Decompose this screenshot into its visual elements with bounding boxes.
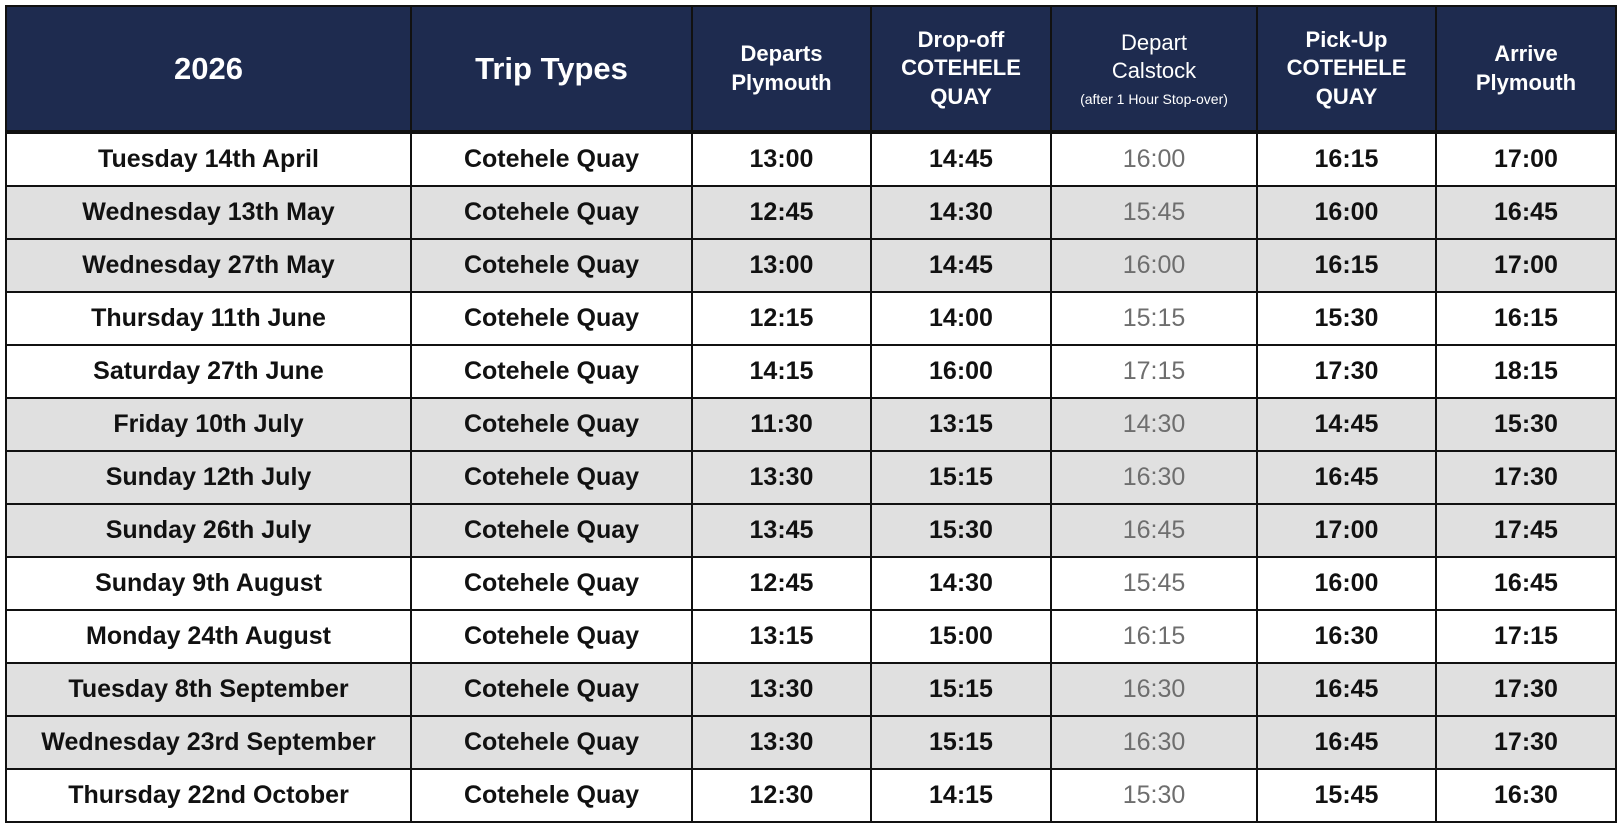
table-row — [6, 186, 1616, 239]
cell-dropoff: 16:00 — [871, 345, 1051, 398]
cell-dropoff: 14:45 — [871, 132, 1051, 186]
cell-depart-calstock: 16:00 — [1051, 239, 1257, 292]
cell-date: Saturday 27th June — [6, 345, 411, 398]
cell-date: Wednesday 27th May — [6, 239, 411, 292]
header-row — [6, 6, 1616, 132]
cell-depart-calstock: 16:30 — [1051, 663, 1257, 716]
cell-departs-plymouth: 13:45 — [692, 504, 871, 557]
cell-pickup: 16:00 — [1257, 186, 1436, 239]
header-arrive-plymouth — [1436, 6, 1616, 132]
cell-arrive-plymouth: 17:00 — [1436, 132, 1616, 186]
header-pickup-cotehele — [1257, 6, 1436, 132]
cell-trip-type: Cotehele Quay — [411, 610, 692, 663]
header-trip-types-text: Trip Types — [475, 50, 628, 86]
cell-pickup: 16:30 — [1257, 610, 1436, 663]
table-row — [6, 292, 1616, 345]
header-year-text: 2026 — [174, 50, 243, 86]
table-row — [6, 398, 1616, 451]
cell-arrive-plymouth: 16:45 — [1436, 186, 1616, 239]
cell-date: Wednesday 23rd September — [6, 716, 411, 769]
cell-dropoff: 14:30 — [871, 186, 1051, 239]
cell-date: Wednesday 13th May — [6, 186, 411, 239]
cell-trip-type: Cotehele Quay — [411, 557, 692, 610]
header-pickup-line1: Pick-Up — [1305, 26, 1388, 52]
schedule-table — [5, 5, 1617, 823]
cell-trip-type: Cotehele Quay — [411, 663, 692, 716]
cell-trip-type: Cotehele Quay — [411, 345, 692, 398]
cell-pickup: 16:45 — [1257, 451, 1436, 504]
header-calstock-note: (after 1 Hour Stop-over) — [1080, 91, 1228, 107]
header-trip-types — [411, 6, 692, 132]
cell-trip-type: Cotehele Quay — [411, 292, 692, 345]
cell-trip-type: Cotehele Quay — [411, 239, 692, 292]
cell-date: Tuesday 8th September — [6, 663, 411, 716]
header-dropoff-line3: QUAY — [930, 83, 992, 109]
cell-dropoff: 14:45 — [871, 239, 1051, 292]
table-row — [6, 610, 1616, 663]
cell-arrive-plymouth: 16:15 — [1436, 292, 1616, 345]
cell-dropoff: 14:30 — [871, 557, 1051, 610]
cell-dropoff: 14:00 — [871, 292, 1051, 345]
cell-departs-plymouth: 12:30 — [692, 769, 871, 822]
cell-departs-plymouth: 13:00 — [692, 132, 871, 186]
table-row — [6, 716, 1616, 769]
cell-departs-plymouth: 13:30 — [692, 716, 871, 769]
cell-depart-calstock: 15:45 — [1051, 186, 1257, 239]
cell-date: Sunday 26th July — [6, 504, 411, 557]
table-row — [6, 557, 1616, 610]
cell-depart-calstock: 17:15 — [1051, 345, 1257, 398]
cell-pickup: 16:00 — [1257, 557, 1436, 610]
header-arrive-line2: Plymouth — [1475, 69, 1577, 95]
table-row — [6, 451, 1616, 504]
cell-depart-calstock: 16:30 — [1051, 716, 1257, 769]
cell-pickup: 15:30 — [1257, 292, 1436, 345]
cell-depart-calstock: 14:30 — [1051, 398, 1257, 451]
cell-date: Sunday 12th July — [6, 451, 411, 504]
header-calstock-line2: Calstock — [1111, 58, 1197, 84]
cell-trip-type: Cotehele Quay — [411, 504, 692, 557]
cell-arrive-plymouth: 17:30 — [1436, 451, 1616, 504]
cell-dropoff: 13:15 — [871, 398, 1051, 451]
header-dropoff-line2: COTEHELE — [901, 55, 1021, 81]
schedule-body — [6, 132, 1616, 822]
cell-dropoff: 14:15 — [871, 769, 1051, 822]
header-pickup-line3: QUAY — [1315, 83, 1378, 109]
cell-depart-calstock: 15:30 — [1051, 769, 1257, 822]
cell-date: Thursday 11th June — [6, 292, 411, 345]
cell-depart-calstock: 16:45 — [1051, 504, 1257, 557]
cell-pickup: 16:45 — [1257, 663, 1436, 716]
cell-trip-type: Cotehele Quay — [411, 132, 692, 186]
cell-dropoff: 15:15 — [871, 716, 1051, 769]
header-departs-line1: Departs — [740, 40, 823, 66]
table-row — [6, 663, 1616, 716]
header-dropoff-cotehele — [871, 6, 1051, 132]
cell-trip-type: Cotehele Quay — [411, 398, 692, 451]
cell-trip-type: Cotehele Quay — [411, 769, 692, 822]
cell-arrive-plymouth: 17:15 — [1436, 610, 1616, 663]
header-departs-line2: Plymouth — [731, 69, 832, 95]
cell-date: Thursday 22nd October — [6, 769, 411, 822]
header-year — [6, 6, 411, 132]
cell-date: Friday 10th July — [6, 398, 411, 451]
cell-trip-type: Cotehele Quay — [411, 451, 692, 504]
cell-departs-plymouth: 13:15 — [692, 610, 871, 663]
cell-dropoff: 15:15 — [871, 663, 1051, 716]
cell-arrive-plymouth: 17:45 — [1436, 504, 1616, 557]
header-pickup-line2: COTEHELE — [1286, 55, 1407, 81]
cell-depart-calstock: 15:15 — [1051, 292, 1257, 345]
cell-trip-type: Cotehele Quay — [411, 716, 692, 769]
header-calstock-line1: Depart — [1120, 29, 1188, 55]
cell-pickup: 15:45 — [1257, 769, 1436, 822]
cell-departs-plymouth: 12:45 — [692, 186, 871, 239]
header-departs-plymouth — [692, 6, 871, 132]
cell-depart-calstock: 16:15 — [1051, 610, 1257, 663]
cell-departs-plymouth: 13:30 — [692, 451, 871, 504]
cell-arrive-plymouth: 17:30 — [1436, 663, 1616, 716]
cell-date: Tuesday 14th April — [6, 132, 411, 186]
cell-arrive-plymouth: 18:15 — [1436, 345, 1616, 398]
cell-date: Monday 24th August — [6, 610, 411, 663]
cell-pickup: 16:45 — [1257, 716, 1436, 769]
cell-trip-type: Cotehele Quay — [411, 186, 692, 239]
cell-departs-plymouth: 11:30 — [692, 398, 871, 451]
cell-arrive-plymouth: 17:30 — [1436, 716, 1616, 769]
cell-depart-calstock: 15:45 — [1051, 557, 1257, 610]
table-row — [6, 239, 1616, 292]
cell-dropoff: 15:30 — [871, 504, 1051, 557]
table-row — [6, 132, 1616, 186]
cell-departs-plymouth: 12:15 — [692, 292, 871, 345]
cell-arrive-plymouth: 16:30 — [1436, 769, 1616, 822]
cell-departs-plymouth: 14:15 — [692, 345, 871, 398]
header-arrive-line1: Arrive — [1494, 40, 1558, 66]
cell-departs-plymouth: 13:00 — [692, 239, 871, 292]
cell-pickup: 16:15 — [1257, 132, 1436, 186]
header-depart-calstock — [1051, 6, 1257, 132]
cell-dropoff: 15:00 — [871, 610, 1051, 663]
header-dropoff-line1: Drop-off — [917, 26, 1005, 52]
cell-arrive-plymouth: 16:45 — [1436, 557, 1616, 610]
cell-departs-plymouth: 12:45 — [692, 557, 871, 610]
cell-pickup: 17:00 — [1257, 504, 1436, 557]
table-row — [6, 345, 1616, 398]
cell-pickup: 14:45 — [1257, 398, 1436, 451]
cell-departs-plymouth: 13:30 — [692, 663, 871, 716]
table-row — [6, 769, 1616, 822]
cell-pickup: 16:15 — [1257, 239, 1436, 292]
cell-date: Sunday 9th August — [6, 557, 411, 610]
schedule-table-container — [5, 5, 1617, 823]
cell-depart-calstock: 16:30 — [1051, 451, 1257, 504]
cell-arrive-plymouth: 15:30 — [1436, 398, 1616, 451]
table-row — [6, 504, 1616, 557]
cell-arrive-plymouth: 17:00 — [1436, 239, 1616, 292]
cell-depart-calstock: 16:00 — [1051, 132, 1257, 186]
cell-dropoff: 15:15 — [871, 451, 1051, 504]
cell-pickup: 17:30 — [1257, 345, 1436, 398]
